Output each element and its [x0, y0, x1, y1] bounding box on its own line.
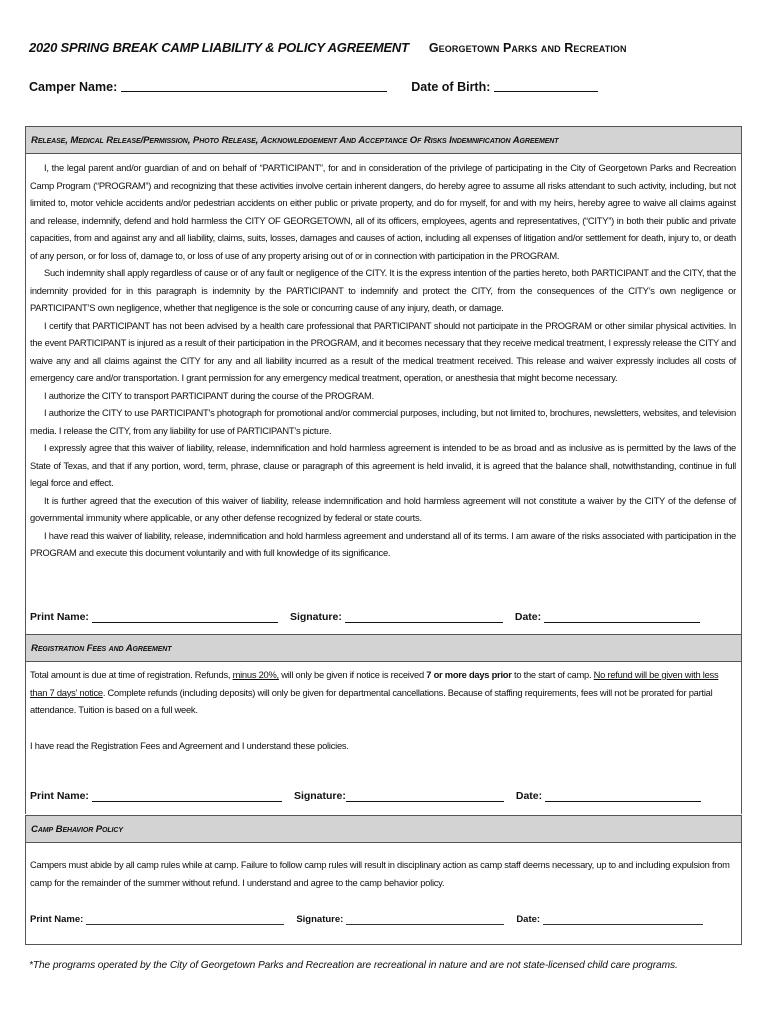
- signature-field[interactable]: [346, 791, 504, 802]
- release-paragraph: I authorize the CITY to transport PARTICIPANT during the course of the PROGRAM.: [44, 390, 374, 401]
- release-text: [30, 160, 736, 563]
- release-paragraph: I have read this waiver of liability, release, indemnification and hold harmless agreement and understand all of its terms. I am aware of the risks associated with participation in the PROGRAM and execute this document voluntarily and with full knowledge of its significance.: [30, 530, 736, 558]
- date-label: Date:: [515, 790, 543, 802]
- release-paragraph: Such indemnity shall apply regardless of cause or of any fault or negligence of the CITY. It is the express intention of the parties hereto, both PARTICIPANT and the CITY, that the indemnity provided for in this paragraph is indemnity by the PARTICIPANT to indemnify and protect the CITY, from the consequences of the CITY’s own negligence or PARTICIPANT’S own negligence, whether that negligence is the sole or concurring cause of any injury, death, or damage.: [30, 268, 736, 313]
- dob-field[interactable]: [494, 80, 598, 92]
- fees-days-prior: 7 or more days prior: [426, 670, 512, 680]
- release-paragraph: I authorize the CITY to use PARTICIPANT’s photograph for promotional and/or commercial purposes, including, but not limited to, brochures, newsletters, websites, and television media. I release the CITY, from any liability for use of PARTICIPANT’s picture.: [30, 408, 736, 436]
- print-name-label: Print Name:: [30, 914, 84, 925]
- date-label: Date:: [516, 914, 541, 925]
- print-name-label: Print Name:: [30, 790, 89, 802]
- document-header: [29, 40, 749, 55]
- footer-note: *The programs operated by the City of Georgetown Parks and Recreation are recreational in nature and are not state-licensed child care programs.: [29, 960, 678, 971]
- print-name-field[interactable]: [86, 914, 284, 925]
- release-signature-row: [30, 611, 712, 623]
- print-name-field[interactable]: [92, 791, 282, 802]
- behavior-text: Campers must abide by all camp rules while at camp. Failure to follow camp rules will result in disciplinary action as camp staff deems necessary, up to and including expulsion from camp for the remainder of the summer without refund. I understand and agree to the camp behavior policy.: [30, 860, 730, 888]
- date-field[interactable]: [545, 791, 701, 802]
- camper-info-row: [29, 80, 598, 94]
- document-title: 2020 SPRING BREAK CAMP LIABILITY & POLICY AGREEMENT: [29, 40, 409, 55]
- fees-minus-20: minus 20%,: [232, 670, 279, 680]
- signature-field[interactable]: [345, 612, 503, 623]
- fees-signature-row: [30, 790, 713, 802]
- print-name-label: Print Name:: [30, 611, 89, 623]
- release-section-heading: Release, Medical Release/Permission, Photo Release, Acknowledgement And Acceptance Of Risks Indemnification Agreement: [25, 126, 742, 154]
- fees-section-heading: Registration Fees and Agreement: [25, 634, 742, 662]
- date-field[interactable]: [544, 612, 700, 623]
- date-label: Date:: [514, 611, 542, 623]
- behavior-signature-row: [30, 914, 715, 925]
- camper-name-label: Camper Name:: [29, 80, 118, 94]
- camper-name-field[interactable]: [121, 80, 387, 92]
- fees-no-refund: No refund will be given with less than 7 days’ notice: [30, 670, 719, 698]
- release-paragraph: I, the legal parent and/or guardian of and on behalf of “PARTICIPANT”, for and in consideration of the privilege of participating in the City of Georgetown Parks and Recreation Camp Program (“PROGRAM”) and recognizing that these activities involve certain inherent dangers, do hereby agree to assume all risks attendant to such activity, including, but not limited to, motor vehicle accidents and/or pedestrian accidents on either public or private property, and do for myself, for and with my heirs, hereby agree to waive all claims against and release, indemnify, defend and hold harmless the CITY OF GEORGETOWN, all of its officers, employees, agents and representatives, (“CITY”) in both their public and private capacities, from and against any and all liability, claims, suits, losses, damages and causes of action, including all expenses of litigation and/or settlement for death, injury to, or death of any person, or for loss of, damage to, or loss of use of any property arising out of or in connection with participation in the PROGRAM.: [30, 163, 736, 261]
- organization-name: Georgetown Parks and Recreation: [428, 41, 627, 55]
- release-paragraph: It is further agreed that the execution of this waiver of liability, release indemnification and hold harmless agreement will not constitute a waiver by the CITY of the defense of governmental immunity where applicable, or any other defense recognized by federal or state courts.: [30, 495, 736, 523]
- fees-text: [30, 667, 730, 720]
- release-paragraph: I certify that PARTICIPANT has not been advised by a health care professional that PARTICIPANT should not participate in the PROGRAM or other similar physical activities. In the event PARTICIPANT is injured as a result of their participation in the PROGRAM, and it becomes necessary that they receive medical treatment, I expressly release the CITY and waive any and all claims against the CITY for any and all liability incurred as a result of the medical treatment received. This release and waiver expressly includes all costs of emergency care and/or transportation. I grant permission for any emergency medical treatment, operation, or anesthesia that might become necessary.: [30, 320, 736, 383]
- fees-text-part: to the start of camp.: [511, 670, 594, 680]
- fees-text-part: Total amount is due at time of registration. Refunds,: [30, 670, 233, 680]
- fees-acknowledgement: I have read the Registration Fees and Agreement and I understand these policies.: [30, 741, 349, 751]
- fees-text-part: will only be given if notice is received: [278, 670, 427, 680]
- behavior-section-heading: Camp Behavior Policy: [25, 815, 742, 843]
- print-name-field[interactable]: [92, 612, 278, 623]
- signature-label: Signature:: [296, 914, 344, 925]
- signature-field[interactable]: [346, 914, 504, 925]
- signature-label: Signature:: [293, 790, 346, 802]
- release-paragraph: I expressly agree that this waiver of liability, release, indemnification and hold harmless agreement is intended to be as broad and as inclusive as is permitted by the laws of the State of Texas, and that if any portion, word, term, phrase, clause or paragraph of this agreement is held invalid, it is agreed that the balance shall, notwithstanding, continue in full legal force and effect.: [30, 443, 736, 488]
- dob-label: Date of Birth:: [411, 80, 491, 94]
- signature-label: Signature:: [289, 611, 342, 623]
- date-field[interactable]: [543, 914, 703, 925]
- fees-text-part: . Complete refunds (including deposits) will only be given for departmental cancellations. Because of staffing requirements, fees will not be prorated for partial attendance. Tuition is based on a full week.: [30, 687, 713, 715]
